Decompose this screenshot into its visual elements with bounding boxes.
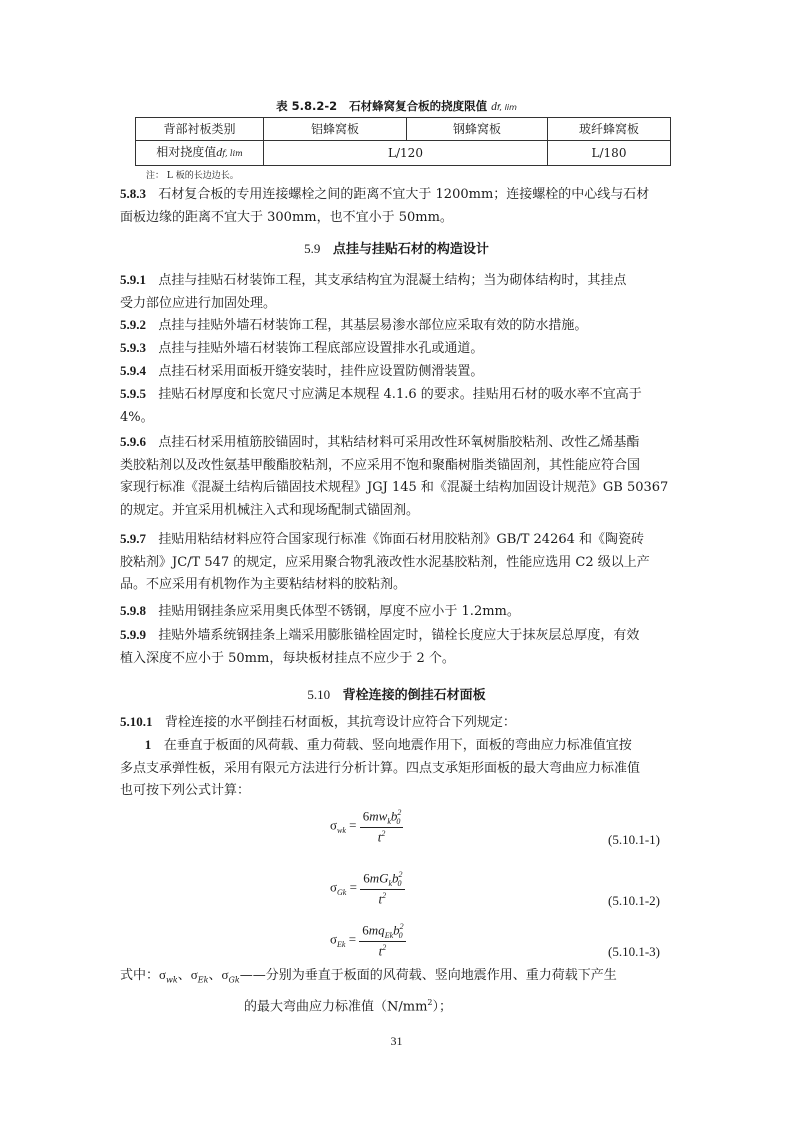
page-number: 31 [390,1034,403,1048]
equation-5-10-1-3 [330,922,406,959]
clause-text: 类胶粘剂以及改性氨基甲酸酯胶粘剂，不应采用不饱和聚酯树脂类锚固剂，其性能应符合国 [120,457,641,473]
table-header-cell: 铝蜂窝板 [264,118,407,141]
clause-5-9-1 [120,269,676,315]
symbol: σ [190,967,198,982]
eq-lhs: σ [330,931,338,947]
section-title: 背栓连接的倒挂石材面板 [342,688,486,703]
eq-fraction [360,870,404,907]
eq-var-sub: k [387,816,391,826]
clause-text: 挂贴用粘结材料应符合国家现行标准《饰面石材用胶粘剂》GB/T 24264 和《陶瓷砖 [158,532,645,547]
clause-5-9-7 [120,528,676,597]
eq-coef: 6 [362,922,369,938]
clause-5-9-3 [120,337,676,361]
clause-text: 点挂与挂贴外墙石材装饰工程底部应设置排水孔或通道。 [158,341,484,356]
eq-sign: = [349,817,357,833]
clause-5-9-2 [120,314,676,338]
clause-text: 面板边缘的距离不宜大于 300mm，也不宜小于 50mm。 [120,209,453,225]
item-text: 多点支承弹性板，采用有限元方法进行分析计算。四点支承矩形面板的最大弯曲应力标准值 [120,760,641,776]
clause-text: 石材复合板的专用连接螺栓之间的距离不宜大于 1200mm；连接螺栓的中心线与石材 [158,187,650,202]
eq-den: t [377,829,382,845]
clause-5-9-4 [120,360,676,384]
eq-denominator [360,828,404,845]
clause-text: 点挂与挂贴石材装饰工程，其支承结构宜为混凝土结构；当为砌体结构时，其挂点 [158,273,627,288]
eq-numerator [360,870,404,890]
eq-lhs: σ [330,817,338,833]
eq-den-sup: 2 [381,828,386,838]
equation-5-10-1-1 [330,808,403,845]
section-title: 点挂与挂贴石材的构造设计 [332,242,489,257]
clause-text: 植入深度不应小于 50mm，每块板材挂点不应少于 2 个。 [120,650,455,666]
clause-5-8-3 [120,183,676,229]
clause-text: 胶粘剂》JC/T 547 的规定，应采用聚合物乳液改性水泥基胶粘剂，性能应选用 C2 级以上产 [120,554,650,570]
eq-lhs-sub: Ek [337,940,346,950]
clause-number: 5.9.4 [120,363,146,378]
clause-number: 5.9.9 [120,627,146,642]
eq-b-sup: 2 [397,808,402,817]
symbol: σ [159,967,167,982]
clause-text: 挂贴用钢挂条应采用奥氏体型不锈钢，厚度不应小于 1.2mm。 [158,604,520,619]
clause-text: 点挂与挂贴外墙石材装饰工程，其基层易渗水部位应采取有效的防水措施。 [158,318,588,333]
row-label-symbol: d [216,145,223,159]
eq-b: b [392,870,399,886]
item-number: 1 [144,737,152,752]
unit-sup: 2 [427,998,433,1008]
clause-text: 挂贴石材厚度和长宽尺寸应满足本规程 4.1.6 的要求。挂贴用石材的吸水率不宜高于 [158,387,642,402]
eq-fraction [359,922,405,959]
symbol-definitions [120,964,676,1019]
clause-text: 点挂石材采用面板开缝安装时，挂件应设置防侧滑装置。 [158,364,484,379]
definition-text: 的最大弯曲应力标准值（N/mm [244,999,428,1015]
table-caption [0,98,793,114]
symbol-sub: Ek [197,975,209,985]
eq-var: mw [369,808,388,824]
eq-den: t [378,891,383,907]
eq-lhs-sub: wk [337,826,346,836]
clause-5-9-5 [120,383,676,429]
eq-var: mq [368,922,385,938]
clause-5-10-1-item-1 [120,734,676,803]
clause-number: 5.10.1 [120,714,153,729]
table-row [136,141,671,166]
eq-coef: 6 [363,870,370,886]
clause-text: 挂贴外墙系统钢挂条上端采用膨胀锚栓固定时，锚栓长度应大于抹灰层总厚度，有效 [158,628,640,643]
section-number: 5.9 [304,241,321,256]
clause-text: 背栓连接的水平倒挂石材面板，其抗弯设计应符合下列规定： [164,715,516,730]
item-text: 在垂直于板面的风荷载、重力荷载、竖向地震作用下，面板的弯曲应力标准值宜按 [163,738,632,753]
clause-5-10-1 [120,711,676,735]
eq-den-sup: 2 [382,890,387,900]
clause-text: 4%。 [120,409,154,425]
clause-number: 5.9.1 [120,272,146,287]
table-caption-symbol: d [491,101,497,113]
clause-number: 5.9.7 [120,531,146,546]
table-cell-glass: L/180 [548,141,671,166]
clause-text: 的规定。并宜采用机械注入式和现场配制式锚固剂。 [120,502,420,518]
table-header-row [136,118,671,141]
eq-coef: 6 [362,808,370,824]
clause-text: 受力部位应进行加固处理。 [120,295,277,311]
clause-number: 5.9.6 [120,434,146,449]
eq-b-sub: 0 [398,930,403,940]
eq-numerator [359,922,405,942]
symbol-sub: wk [166,975,178,985]
where-lead: 式中： [120,968,160,983]
symbol: σ [221,967,229,982]
clause-number: 5.8.3 [120,186,146,201]
eq-b-sup: 2 [398,870,403,879]
row-label-symbol-sub: f, lim [222,149,243,158]
eq-lhs: σ [330,879,338,895]
definition-text: ——分别为垂直于板面的风荷载、竖向地震作用、重力荷载下产生 [239,968,617,983]
item-text: 也可按下列公式计算： [120,783,251,798]
equation-5-10-1-2 [330,870,405,907]
eq-numerator [360,808,404,828]
eq-fraction [360,808,404,845]
eq-b: b [390,808,398,824]
definition-text-end: ）； [432,999,453,1015]
table-header-cell: 背部衬板类别 [136,118,264,141]
eq-var-sub: k [388,878,393,888]
deflection-limit-table [135,117,671,166]
equation-number: (5.10.1-1) [608,832,660,847]
clause-text: 品。不应采用有机物作为主要粘结材料的胶粘剂。 [120,577,407,592]
table-caption-number: 表 5.8.2-2 [276,99,338,113]
eq-var-sub: Ek [384,930,394,940]
eq-den-sup: 2 [382,942,387,952]
row-label-text: 相对挠度值 [156,145,217,159]
table-row-label [136,141,264,166]
table-caption-symbol-sub: f, lim [496,103,517,112]
table-header-cell: 玻纤蜂窝板 [548,118,671,141]
clause-5-9-6 [120,431,676,522]
clause-text: 点挂石材采用植筋胶锚固时，其粘结材料可采用改性环氧树脂胶粘剂、改性乙烯基酯 [158,435,640,450]
table-note: 注： L 板的长边边长。 [146,171,239,181]
section-number: 5.10 [307,687,331,702]
section-heading-5-9 [0,238,793,257]
table-cell-metal: L/120 [264,141,548,166]
equation-number: (5.10.1-3) [608,944,660,959]
clause-number: 5.9.3 [120,340,146,355]
eq-b: b [393,922,400,938]
clause-number: 5.9.2 [120,317,146,332]
clause-text: 家现行标准《混凝土结构后锚固技术规程》JGJ 145 和《混凝土结构加固设计规范》GB 50367 [120,480,669,495]
eq-b-sub: 0 [397,878,402,888]
eq-b-sub: 0 [396,816,401,826]
eq-lhs-sub: Gk [337,888,347,898]
equation-number: (5.10.1-2) [608,893,660,908]
symbol-sub: Gk [228,975,240,985]
clause-number: 5.9.8 [120,603,146,618]
eq-denominator [360,890,404,907]
section-heading-5-10 [0,684,793,703]
eq-sign: = [348,931,357,947]
separator: 、 [208,968,222,983]
eq-b-sup: 2 [399,922,404,931]
eq-den: t [378,943,383,959]
eq-var: mG [369,870,389,886]
clause-5-9-9 [120,624,676,670]
eq-sign: = [349,879,357,895]
table-caption-title: 石材蜂窝复合板的挠度限值 [349,99,488,113]
table-header-cell: 钢蜂窝板 [407,118,548,141]
clause-5-9-8 [120,600,676,624]
eq-denominator [359,942,405,959]
separator: 、 [177,968,191,983]
clause-number: 5.9.5 [120,386,146,401]
